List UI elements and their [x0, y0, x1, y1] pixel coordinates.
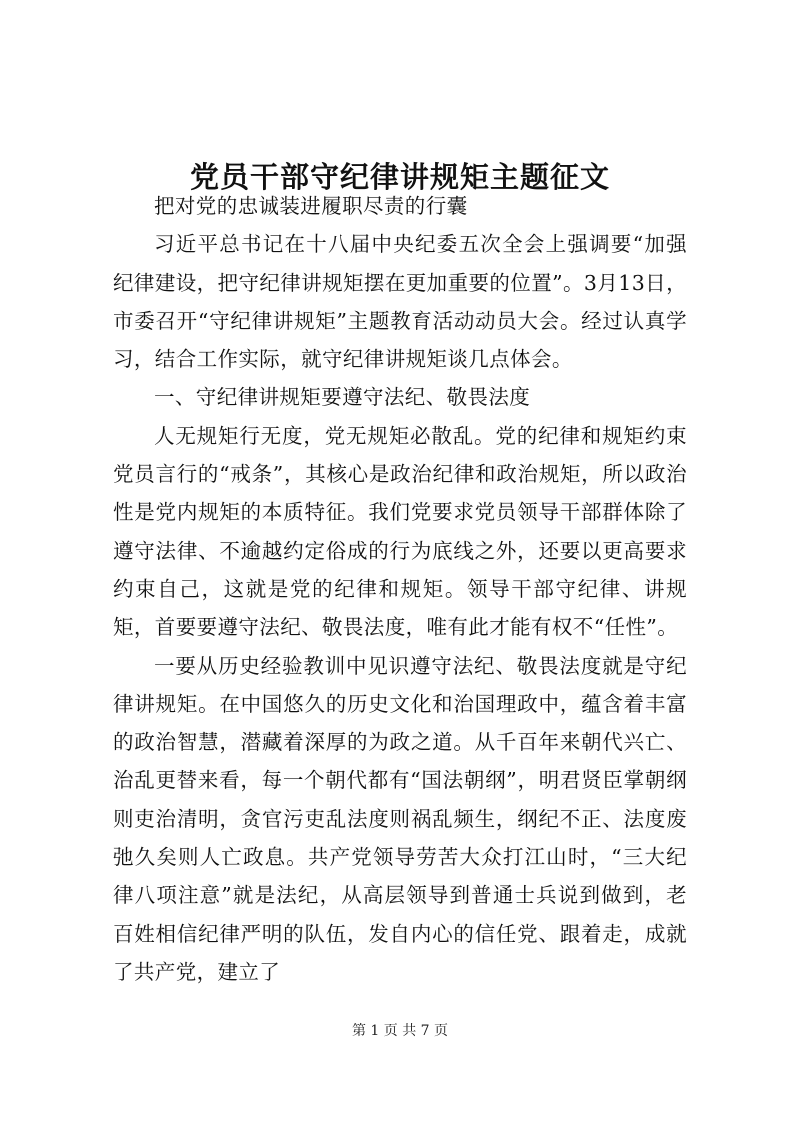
intro-paragraph: 习近平总书记在十八届中央纪委五次全会上强调要“加强纪律建设，把守纪律讲规矩摆在更加重要的位置”。3月13日，市委召开“守纪律讲规矩”主题教育活动动员大会。经过认真学习，结合工作实际，就守纪律讲规矩谈几点体会。 [113, 232, 687, 372]
body-paragraph: 一要从历史经验教训中见识遵守法纪、敬畏法度就是守纪律讲规矩。在中国悠久的历史文化和治国理政中，蕴含着丰富的政治智慧，潜藏着深厚的为政之道。从千百年来朝代兴亡、治乱更替来看，每一个朝代都有“国法朝纲”，明君贤臣掌朝纲则吏治清明，贪官污吏乱法度则祸乱频生，纲纪不正、法度废弛久矣则人亡政息。共产党领导劳苦大众打江山时，“三大纪律八项注意”就是法纪，从高层领导到普通士兵说到做到，老百姓相信纪律严明的队伍，发自内心的信任党、跟着走，成就了共产党，建立了 [113, 653, 687, 984]
page-number-footer: 第 1 页 共 7 页 [351, 1023, 449, 1039]
document-title: 党员干部守纪律讲规矩主题征文 [189, 160, 610, 195]
body-paragraph: 人无规矩行无度，党无规矩必散乱。党的纪律和规矩约束党员言行的“戒条”，其核心是政治纪律和政治规矩，所以政治性是党内规矩的本质特征。我们党要求党员领导干部群体除了遵守法律、不逾越约定俗成的行为底线之外，还要以更高要求约束自己，这就是党的纪律和规矩。领导干部守纪律、讲规矩，首要要遵守法纪、敬畏法度，唯有此才能有权不“任性”。 [113, 423, 687, 640]
subtitle-paragraph: 把对党的忠诚装进履职尽责的行囊 [154, 194, 468, 218]
section-heading: 一、守纪律讲规矩要遵守法纪、敬畏法度 [154, 385, 531, 410]
document-body [113, 187, 687, 991]
